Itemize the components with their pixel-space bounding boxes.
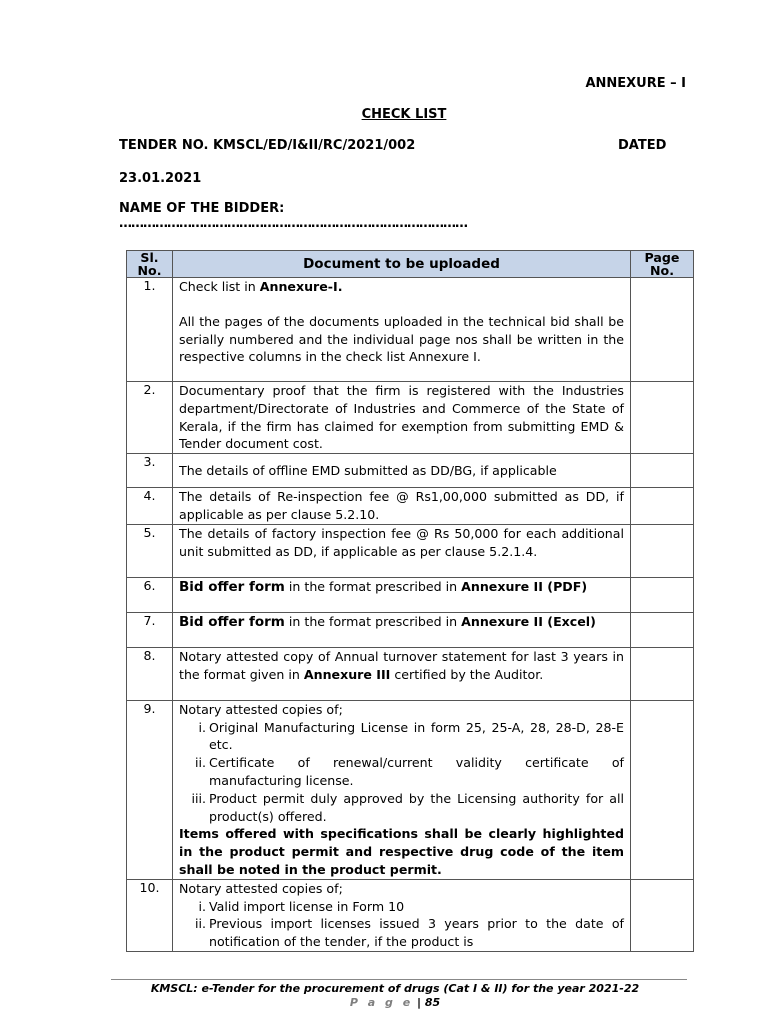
page-title	[0, 107, 770, 122]
page-no-cell	[631, 278, 694, 382]
row-number: 4.	[127, 488, 173, 525]
page-no-cell	[631, 879, 694, 951]
row-bold-text: Annexure III	[303, 666, 391, 682]
page-separator: |	[413, 996, 425, 1009]
row-document	[173, 612, 631, 647]
list-item	[179, 790, 624, 826]
list-item	[179, 898, 624, 916]
table-row	[127, 879, 694, 951]
row-document	[173, 879, 631, 951]
checklist-table	[126, 250, 694, 952]
page-no-cell	[631, 612, 694, 647]
list-numeral: i.	[198, 719, 206, 735]
page-no-cell	[631, 382, 694, 454]
footer-text: KMSCL: e-Tender for the procurement of drugs (Cat I & II) for the year 2021-22	[150, 982, 640, 995]
row-bold-text: Annexure II (Excel)	[461, 613, 596, 629]
row-document: The details of offline EMD submitted as DD/BG, if applicable	[173, 454, 631, 488]
row-bold-note: Items offered with specifications shall be clearly highlighted in the product permit and respective drug code of the item shall be noted in the product permit.	[179, 826, 624, 877]
row-number: 8.	[127, 647, 173, 700]
list-numeral: i.	[198, 898, 206, 914]
row-document	[173, 647, 631, 700]
list-numeral: iii.	[191, 790, 206, 806]
row-bold-text: Annexure-I.	[259, 279, 343, 294]
bidder-name-dots: ……………………………………………………………………………	[119, 216, 467, 231]
page-no-cell	[631, 454, 694, 488]
footer-page-number	[0, 996, 770, 1009]
table-row	[127, 524, 694, 577]
dated-label: DATED	[618, 138, 667, 153]
row-document	[173, 700, 631, 879]
row-bold-text: Bid offer form	[179, 578, 285, 595]
table-row	[127, 700, 694, 879]
row-document: Documentary proof that the firm is registered with the Industries department/Directorate of Industries and Commerce of the State of Kerala, if the firm has claimed for exemption from submitting EMD & Tender document cost.	[173, 382, 631, 454]
table-row	[127, 488, 694, 525]
page-no-cell	[631, 488, 694, 525]
row-bold-text: Annexure II (PDF)	[461, 578, 588, 594]
list-text: Previous import licenses issued 3 years prior to the date of notification of the tender, if the product is	[209, 916, 624, 950]
row-text: certified by the Auditor.	[390, 666, 544, 682]
list-numeral: ii.	[194, 755, 206, 771]
table-row	[127, 454, 694, 488]
list-item	[179, 754, 624, 790]
footer-divider	[111, 979, 687, 980]
list-text: Original Manufacturing License in form 25, 25-A, 28, 28-D, 28-E etc.	[209, 719, 624, 753]
check-list-title: CHECK LIST	[361, 107, 447, 122]
row-text: All the pages of the documents uploaded in the technical bid shall be serially numbered and the individual page nos shall be written in the respective columns in the check list Annexure I.	[179, 313, 624, 365]
tender-number: TENDER NO. KMSCL/ED/I&II/RC/2021/002	[119, 138, 416, 153]
row-number: 5.	[127, 524, 173, 577]
table-row	[127, 278, 694, 382]
row-number: 3.	[127, 454, 173, 488]
list-numeral: ii.	[194, 916, 206, 932]
table-row	[127, 382, 694, 454]
table-row	[127, 612, 694, 647]
row-number: 10.	[127, 879, 173, 951]
page-label: P a g e	[349, 996, 414, 1009]
tender-date: 23.01.2021	[119, 171, 202, 186]
bidder-name-label: NAME OF THE BIDDER:	[119, 201, 285, 216]
list-text: Valid import license in Form 10	[209, 898, 405, 914]
table-row	[127, 577, 694, 612]
row-number: 7.	[127, 612, 173, 647]
col-page-no: Page No.	[631, 251, 694, 278]
annexure-label: ANNEXURE – I	[585, 76, 686, 91]
row-document: The details of factory inspection fee @ Rs 50,000 for each additional unit submitted as DD, if applicable as per clause 5.2.1.4.	[173, 524, 631, 577]
page-no-cell	[631, 577, 694, 612]
row-document	[173, 278, 631, 382]
sub-list	[179, 719, 624, 826]
sub-list	[179, 898, 624, 951]
row-text: Notary attested copies of;	[179, 701, 343, 717]
row-text: in the format prescribed in	[284, 578, 462, 594]
list-text: Product permit duly approved by the Licensing authority for all product(s) offered.	[209, 790, 624, 824]
table-header-row	[127, 251, 694, 278]
col-sl-no: Sl. No.	[127, 251, 173, 278]
row-number: 2.	[127, 382, 173, 454]
row-document	[173, 577, 631, 612]
row-text: Notary attested copies of;	[179, 880, 343, 896]
page-no-cell	[631, 700, 694, 879]
row-text: Notary attested copy of Annual turnover statement for last 3 years in the format given in	[179, 648, 624, 682]
list-item	[179, 719, 624, 755]
page-num: 85	[424, 996, 441, 1009]
page-no-cell	[631, 524, 694, 577]
row-number: 1.	[127, 278, 173, 382]
list-item	[179, 915, 624, 951]
row-text: in the format prescribed in	[284, 613, 462, 629]
row-document: The details of Re-inspection fee @ Rs1,00,000 submitted as DD, if applicable as per clause 5.2.10.	[173, 488, 631, 525]
row-number: 6.	[127, 577, 173, 612]
page-no-cell	[631, 647, 694, 700]
table-row	[127, 647, 694, 700]
row-number: 9.	[127, 700, 173, 879]
row-bold-text: Bid offer form	[179, 613, 285, 630]
list-text: Certificate of renewal/current validity certificate of manufacturing license.	[209, 755, 624, 788]
col-document: Document to be uploaded	[173, 251, 631, 278]
row-text: Check list in	[179, 279, 260, 294]
